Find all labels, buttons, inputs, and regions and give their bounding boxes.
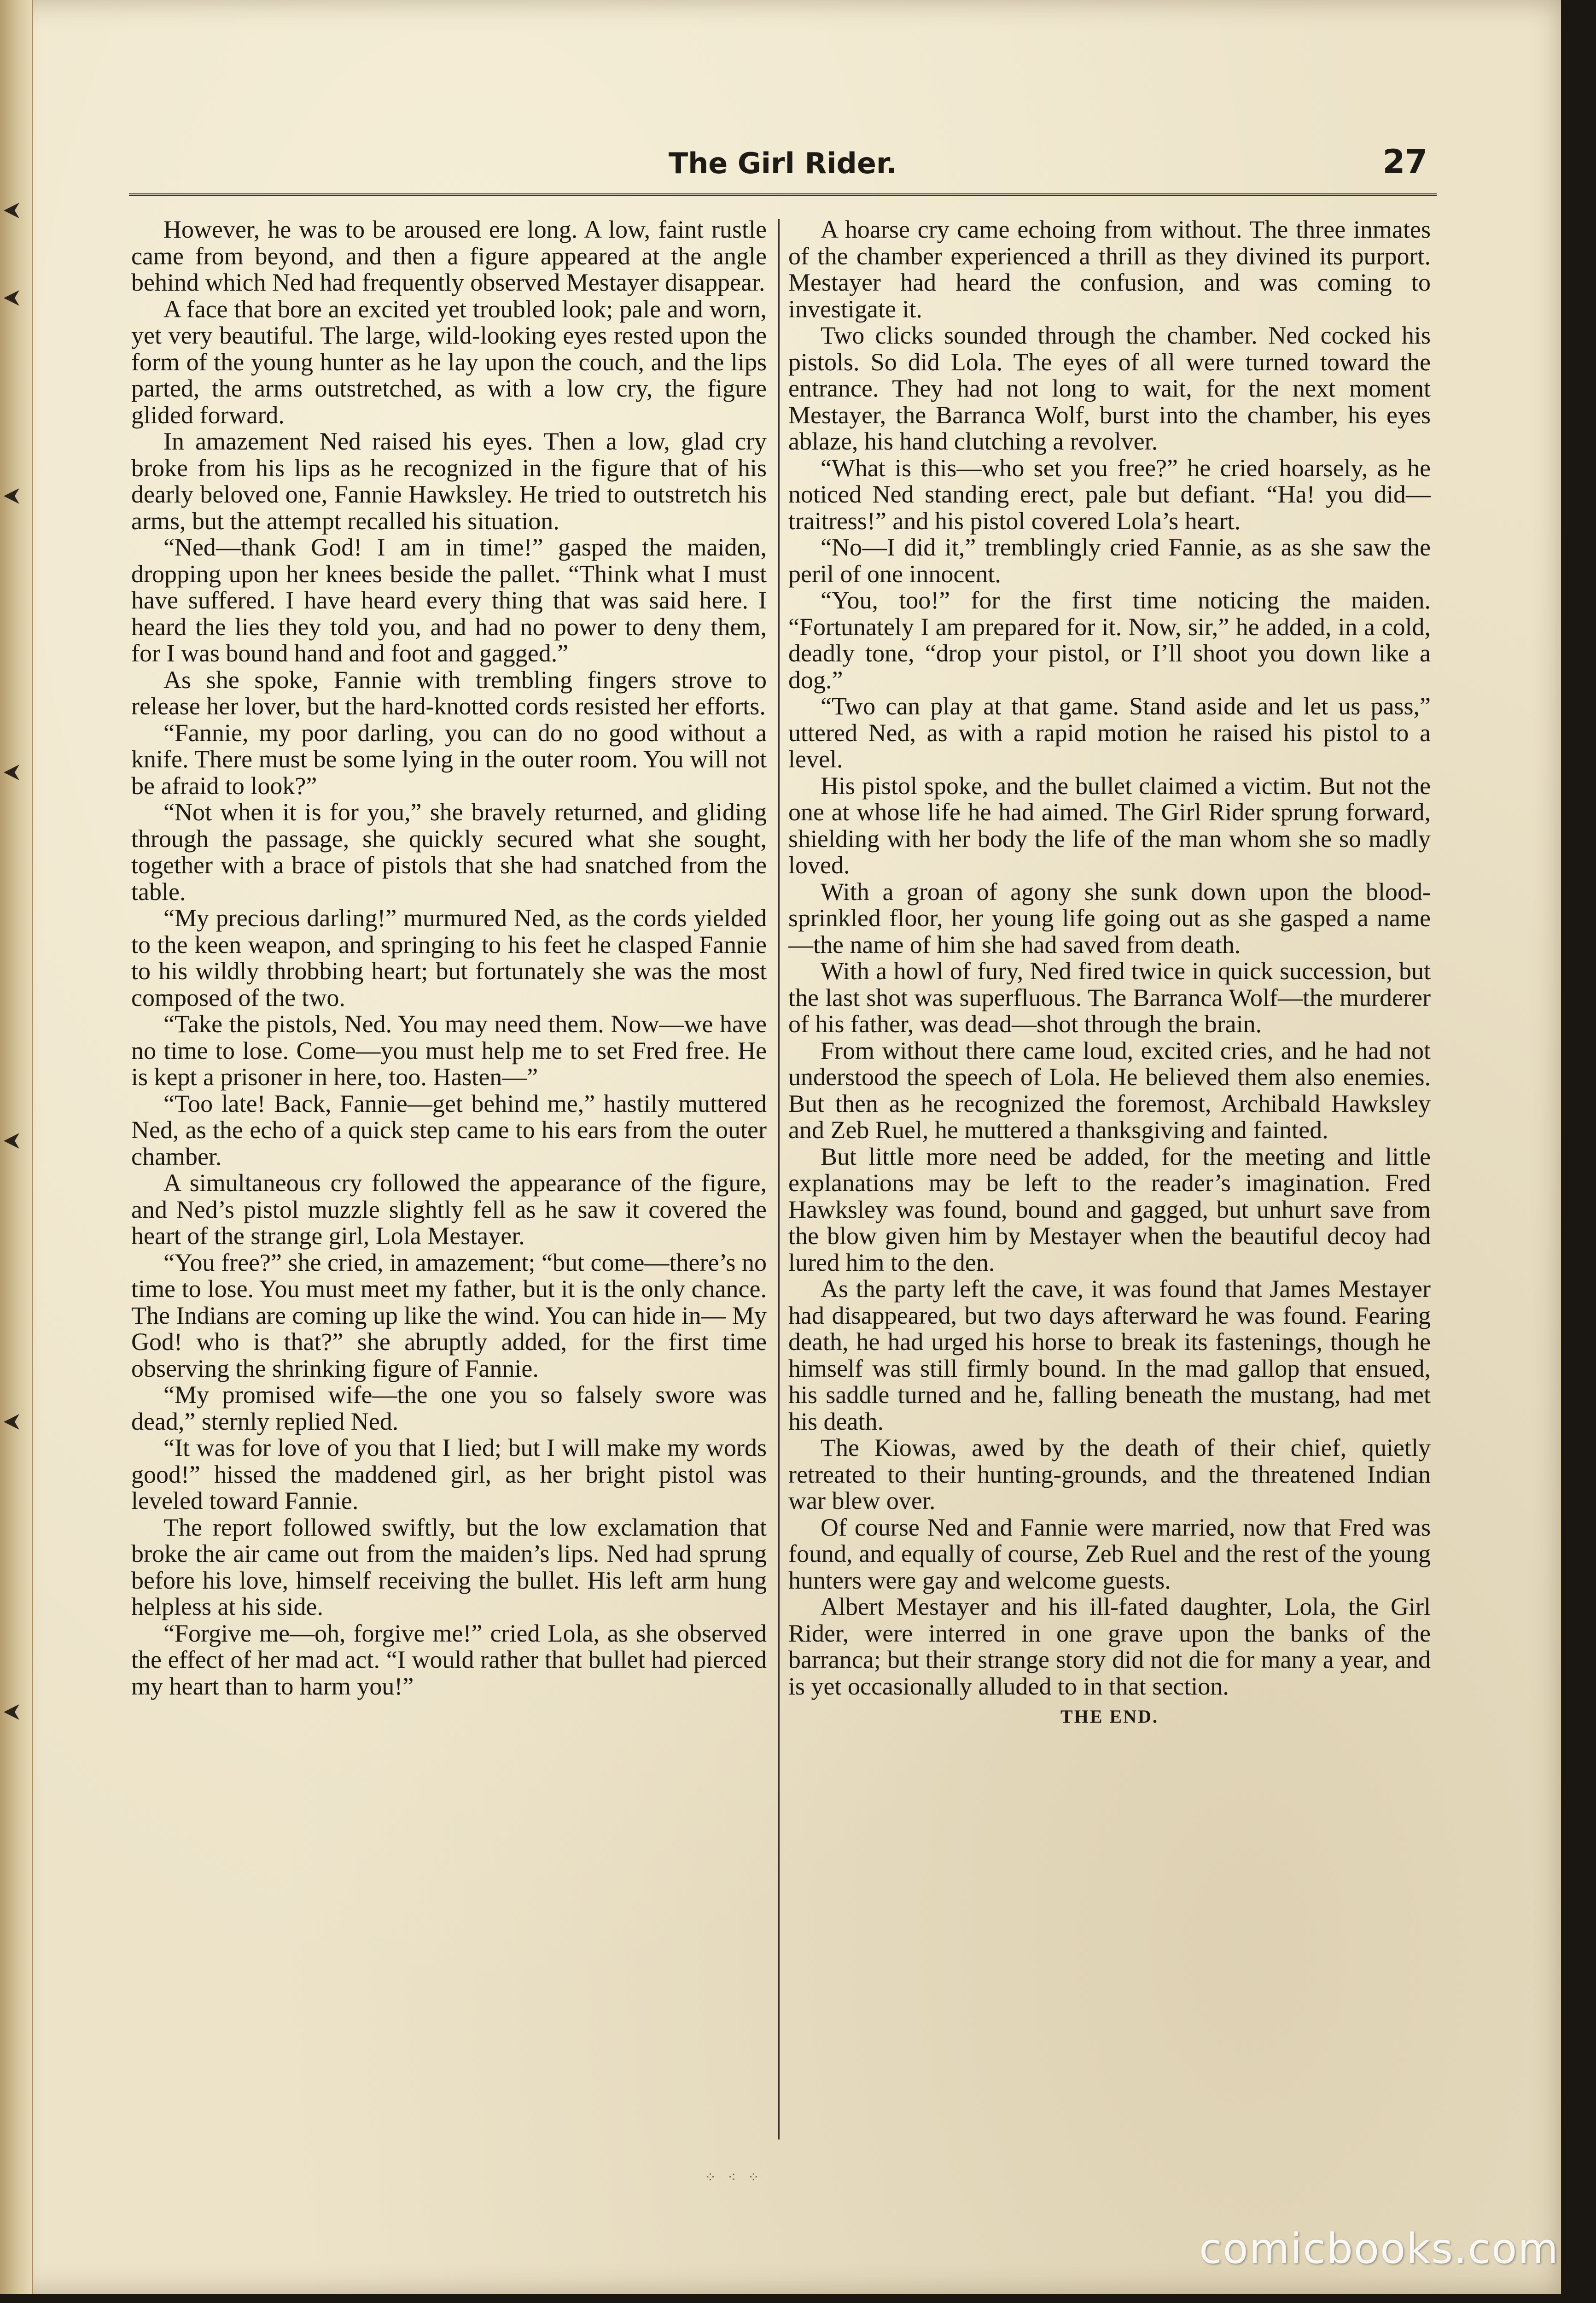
paragraph: “My promised wife—the one you so falsely swore was dead,” sternly replied Ned.	[131, 1381, 767, 1435]
paragraph: “Ned—thank God! I am in time!” gasped the maiden, dropping upon her knees beside the pallet. “Think what I must have suffered. I have heard every thing that was said here. I heard the lies they told you, and had no power to deny them, for I was bound hand and foot and gagged.”	[131, 533, 767, 667]
binding-tear	[4, 1704, 19, 1720]
paragraph: “Forgive me—oh, forgive me!” cried Lola, as she observed the effect of her mad act. “I would rather that bullet had pierced my heart than to harm you!”	[131, 1619, 767, 1700]
paragraph: The Kiowas, awed by the death of their chief, quietly retreated to their hunting-grounds, and the threatened Indian war blew over.	[788, 1434, 1431, 1514]
paragraph: “You free?” she cried, in amazement; “but come—there’s no time to lose. You must meet my father, but it is the only chance. The Indians are coming up like the wind. You can hide in— My God! who is that?” she abruptly added, for the first time observing the shrinking figure of Fannie.	[131, 1248, 767, 1382]
running-header	[129, 138, 1437, 196]
ink-smudge: ⁘ ⁖ ⁘	[705, 2169, 763, 2186]
paragraph: “Fannie, my poor darling, you can do no good without a knife. There must be some lying in the outer room. You will not be afraid to look?”	[131, 719, 767, 800]
paragraph: However, he was to be aroused ere long. A low, faint rustle came from beyond, and then a figure appeared at the angle behind which Ned had frequently observed Mestayer disappear.	[131, 216, 767, 296]
watermark: comicbooks.com	[1199, 2225, 1559, 2273]
paragraph: From without there came loud, excited cries, and he had not understood the speech of Lola. He believed them also enemies. But then as he recognized the foremost, Archibald Hawksley and Zeb Ruel, he muttered a thanksgiving and fainted.	[788, 1036, 1431, 1144]
paragraph: A hoarse cry came echoing from without. The three inmates of the chamber experienced a thrill as they divined its purport. Mestayer had heard the confusion, and was coming to investigate it.	[788, 216, 1431, 323]
paragraph: “It was for love of you that I lied; but I will make my words good!” hissed the maddened girl, as her bright pistol was leveled toward Fannie.	[131, 1434, 767, 1514]
paragraph: As she spoke, Fannie with trembling fingers strove to release her lover, but the hard-knotted cords resisted her efforts.	[131, 666, 767, 720]
paragraph: A simultaneous cry followed the appearance of the figure, and Ned’s pistol muzzle slightly fell as he saw it covered the heart of the strange girl, Lola Mestayer.	[131, 1169, 767, 1250]
binding-tear	[4, 488, 19, 504]
paragraph: A face that bore an excited yet troubled look; pale and worn, yet very beautiful. The large, wild-looking eyes rested upon the form of the young hunter as he lay upon the couch, and the lips parted, the arms outstretched, as with a low cry, the figure glided forward.	[131, 295, 767, 429]
paragraph: Of course Ned and Fannie were married, now that Fred was found, and equally of course, Zeb Ruel and the rest of the young hunters were gay and welcome guests.	[788, 1513, 1431, 1594]
paragraph: The report followed swiftly, but the low exclamation that broke the air came out from the maiden’s lips. Ned had sprung before his love, himself receiving the bullet. His left arm hung helpless at his side.	[131, 1513, 767, 1620]
paragraph: “Not when it is for you,” she bravely returned, and gliding through the passage, she quickly secured what she sought, together with a brace of pistols that she had snatched from the table.	[131, 798, 767, 906]
left-text-column	[131, 216, 767, 2128]
column-rule	[778, 219, 780, 2139]
paragraph: “You, too!” for the first time noticing the maiden. “Fortunately I am prepared for it. Now, sir,” he added, in a cold, deadly tone, “drop your pistol, or I’ll shoot you down like a dog.”	[788, 586, 1431, 694]
binding-tear	[4, 1133, 19, 1149]
paragraph: “No—I did it,” tremblingly cried Fannie, as as she saw the peril of one innocent.	[788, 533, 1431, 588]
the-end-label: THE END.	[1060, 1706, 1159, 1727]
paragraph: His pistol spoke, and the bullet claimed a victim. But not the one at whose life he had aimed. The Girl Rider sprung forward, shielding with her body the life of the man whom she so madly loved.	[788, 772, 1431, 879]
paragraph: “Too late! Back, Fannie—get behind me,” hastily muttered Ned, as the echo of a quick step came to his ears from the outer chamber.	[131, 1089, 767, 1170]
paragraph: “My precious darling!” murmured Ned, as the cords yielded to the keen weapon, and springing to his feet he clasped Fannie to his wildly throbbing heart; but fortunately she was the most composed of the two.	[131, 904, 767, 1011]
paragraph: But little more need be added, for the meeting and little explanations may be left to the reader’s imagination. Fred Hawksley was found, bound and gagged, but unhurt save from the blow given him by Mestayer when the beautiful decoy had lured him to the den.	[788, 1142, 1431, 1276]
paragraph: With a howl of fury, Ned fired twice in quick succession, but the last shot was superfluous. The Barranca Wolf—the murderer of his father, was dead—shot through the brain.	[788, 957, 1431, 1038]
page-binding	[0, 0, 33, 2294]
right-text-column	[788, 216, 1431, 2128]
paragraph: “Take the pistols, Ned. You may need them. Now—we have no time to lose. Come—you must help me to set Fred free. He is kept a prisoner in here, too. Hasten—”	[131, 1010, 767, 1091]
paragraph: In amazement Ned raised his eyes. Then a low, glad cry broke from his lips as he recognized in the figure that of his dearly beloved one, Fannie Hawksley. He tried to outstretch his arms, but the attempt recalled his situation.	[131, 427, 767, 535]
paragraph: Albert Mestayer and his ill-fated daughter, Lola, the Girl Rider, were interred in one grave upon the banks of the barranca; but their strange story did not die for many a year, and is yet occasionally alluded to in that section.	[788, 1593, 1431, 1700]
binding-tear	[4, 203, 19, 218]
binding-tear	[4, 1414, 19, 1430]
paragraph: Two clicks sounded through the chamber. Ned cocked his pistols. So did Lola. The eyes of all were turned toward the entrance. They had not long to wait, for the next moment Mestayer, the Barranca Wolf, burst into the chamber, his eyes ablaze, his hand clutching a revolver.	[788, 321, 1431, 455]
paragraph: With a groan of agony she sunk down upon the blood-sprinkled floor, her young life going out as she gasped a name—the name of him she had saved from death.	[788, 877, 1431, 959]
paragraph: “What is this—who set you free?” he cried hoarsely, as he noticed Ned standing erect, pale but defiant. “Ha! you did—traitress!” and his pistol covered Lola’s heart.	[788, 454, 1431, 535]
paragraph: “Two can play at that game. Stand aside and let us pass,” uttered Ned, as with a rapid motion he raised his pistol to a level.	[788, 692, 1431, 773]
page-number: 27	[1382, 143, 1427, 181]
binding-tear	[4, 765, 19, 780]
paragraph: As the party left the cave, it was found that James Mestayer had disappeared, but two days afterward he was found. Fearing death, he had urged his horse to break its fastenings, though he himself was still firmly bound. In the mad gallop that ensued, his saddle turned and he, falling beneath the mustang, had met his death.	[788, 1275, 1431, 1435]
binding-tear	[4, 290, 19, 306]
page-title: The Girl Rider.	[668, 146, 897, 180]
